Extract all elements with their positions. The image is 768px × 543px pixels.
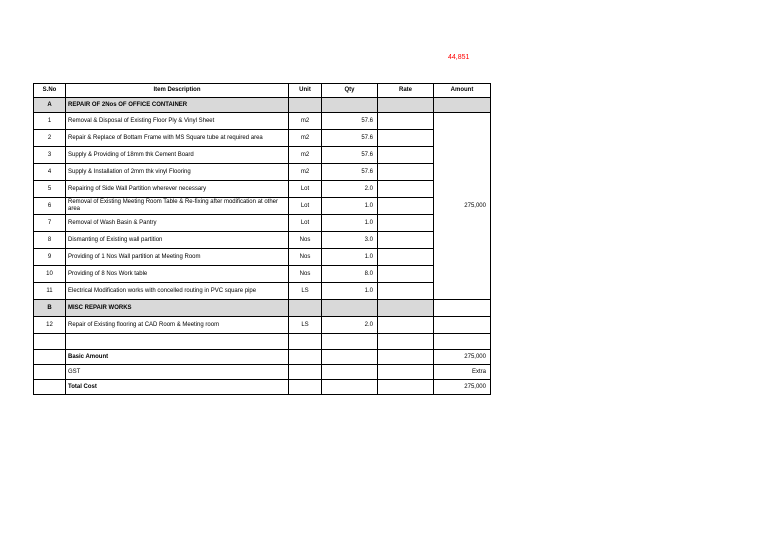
bill-of-quantities-table <box>33 83 491 395</box>
item-no: 9 <box>34 249 66 266</box>
item-qty: 1.0 <box>322 215 378 232</box>
header-unit: Unit <box>289 84 322 98</box>
item-description: Dismanting of Existing wall partition <box>66 232 289 249</box>
table-row <box>34 113 491 130</box>
header-rate: Rate <box>378 84 434 98</box>
item-unit: LS <box>289 317 322 334</box>
item-unit: Lot <box>289 181 322 198</box>
item-no: 5 <box>34 181 66 198</box>
table-row <box>34 147 491 164</box>
item-unit: Nos <box>289 266 322 283</box>
item-amount <box>434 317 491 334</box>
item-description: Repair of Existing flooring at CAD Room & Meeting room <box>66 317 289 334</box>
item-unit: m2 <box>289 164 322 181</box>
item-qty: 1.0 <box>322 249 378 266</box>
item-no: 4 <box>34 164 66 181</box>
item-no: 8 <box>34 232 66 249</box>
spacer-row <box>34 334 491 350</box>
item-qty: 2.0 <box>322 181 378 198</box>
basic-amount-row <box>34 350 491 365</box>
gst-value: Extra <box>434 365 491 380</box>
item-rate <box>378 130 434 147</box>
item-rate <box>378 232 434 249</box>
table-row <box>34 215 491 232</box>
section-a-id: A <box>34 98 66 113</box>
item-unit: LS <box>289 283 322 300</box>
table-row <box>34 164 491 181</box>
item-unit: Nos <box>289 232 322 249</box>
section-b-row <box>34 300 491 317</box>
item-description: Supply & Installation of 2mm thk vinyl Flooring <box>66 164 289 181</box>
item-no: 11 <box>34 283 66 300</box>
header-qty: Qty <box>322 84 378 98</box>
section-b-title: MISC REPAIR WORKS <box>66 300 289 317</box>
item-unit: Nos <box>289 249 322 266</box>
item-rate <box>378 164 434 181</box>
table-row <box>34 266 491 283</box>
table-header-row <box>34 84 491 98</box>
table-row <box>34 283 491 300</box>
item-no: 3 <box>34 147 66 164</box>
item-rate <box>378 317 434 334</box>
item-rate <box>378 249 434 266</box>
total-cost-row <box>34 380 491 395</box>
item-unit: m2 <box>289 130 322 147</box>
item-qty: 57.6 <box>322 113 378 130</box>
basic-amount-label: Basic Amount <box>66 350 289 365</box>
item-unit: Lot <box>289 215 322 232</box>
section-a-row <box>34 98 491 113</box>
item-no: 7 <box>34 215 66 232</box>
item-qty: 57.6 <box>322 147 378 164</box>
table-row <box>34 198 491 215</box>
section-a-title: REPAIR OF 2Nos OF OFFICE CONTAINER <box>66 98 289 113</box>
item-description: Removal & Disposal of Existing Floor Ply & Vinyl Sheet <box>66 113 289 130</box>
item-description: Removal of Wash Basin & Pantry <box>66 215 289 232</box>
item-rate <box>378 283 434 300</box>
item-description: Providing of 1 Nos Wall partition at Meeting Room <box>66 249 289 266</box>
item-qty: 2.0 <box>322 317 378 334</box>
item-rate <box>378 181 434 198</box>
section-b-id: B <box>34 300 66 317</box>
basic-amount-value: 275,000 <box>434 350 491 365</box>
table-row <box>34 317 491 334</box>
item-qty: 1.0 <box>322 283 378 300</box>
item-rate <box>378 215 434 232</box>
item-description: Removal of Existing Meeting Room Table & Re-fixing after modification at other area <box>66 198 289 215</box>
highlighted-figure: 44,851 <box>448 54 470 61</box>
gst-label: GST <box>66 365 289 380</box>
item-description: Repairing of Side Wall Partition wherever necessary <box>66 181 289 198</box>
item-description: Repair & Replace of Bottam Frame with MS Square tube at required area <box>66 130 289 147</box>
item-rate <box>378 266 434 283</box>
item-description: Electrical Modification works with concelled routing in PVC square pipe <box>66 283 289 300</box>
item-description: Providing of 8 Nos Work table <box>66 266 289 283</box>
item-qty: 1.0 <box>322 198 378 215</box>
item-qty: 3.0 <box>322 232 378 249</box>
gst-row <box>34 365 491 380</box>
total-cost-value: 275,000 <box>434 380 491 395</box>
item-unit: m2 <box>289 147 322 164</box>
item-qty: 57.6 <box>322 130 378 147</box>
item-rate <box>378 198 434 215</box>
item-no: 6 <box>34 198 66 215</box>
item-rate <box>378 147 434 164</box>
item-no: 2 <box>34 130 66 147</box>
item-no: 1 <box>34 113 66 130</box>
item-qty: 8.0 <box>322 266 378 283</box>
total-cost-label: Total Cost <box>66 380 289 395</box>
item-no: 10 <box>34 266 66 283</box>
header-sno: S.No <box>34 84 66 98</box>
item-unit: m2 <box>289 113 322 130</box>
table-row <box>34 249 491 266</box>
table-row <box>34 181 491 198</box>
item-rate <box>378 113 434 130</box>
item-no: 12 <box>34 317 66 334</box>
item-description: Supply & Providing of 18mm thk Cement Board <box>66 147 289 164</box>
item-unit: Lot <box>289 198 322 215</box>
table-row <box>34 232 491 249</box>
header-amount: Amount <box>434 84 491 98</box>
table-row <box>34 130 491 147</box>
item-qty: 57.6 <box>322 164 378 181</box>
header-description: Item Description <box>66 84 289 98</box>
merged-amount-cell: 275,000 <box>434 113 491 300</box>
